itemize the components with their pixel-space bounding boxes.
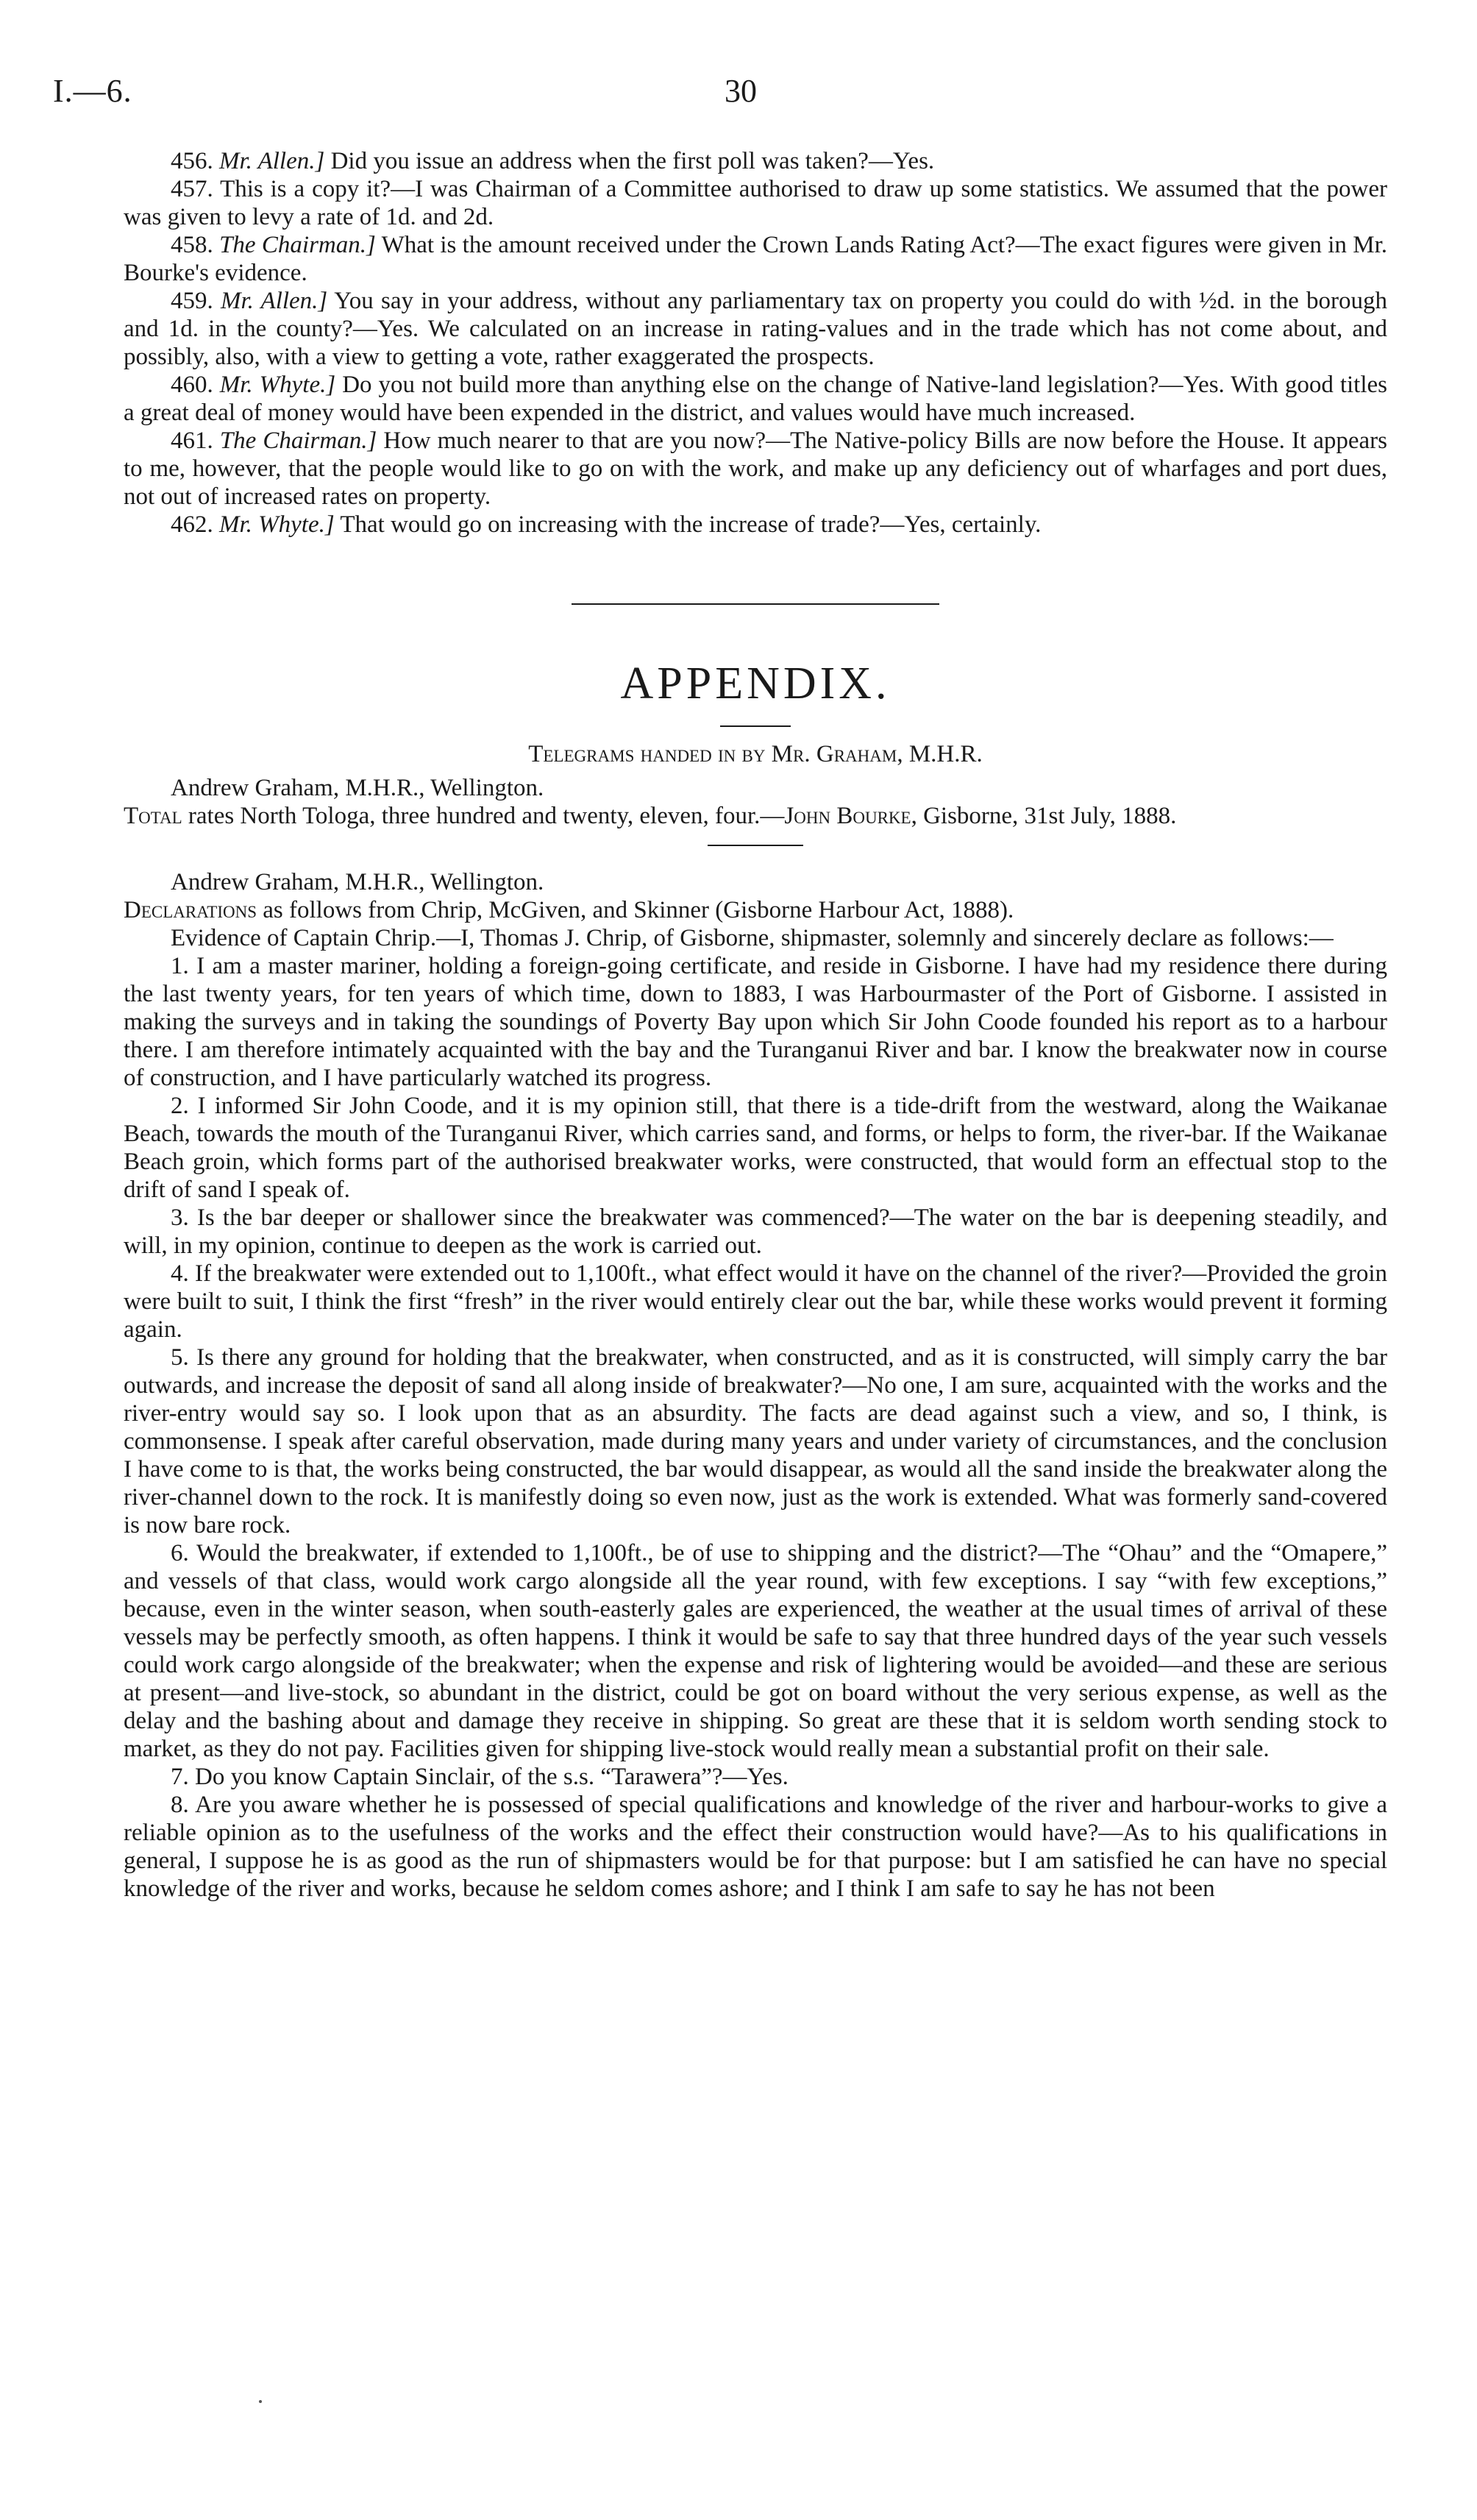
speaker: Mr. Whyte.]	[219, 372, 336, 398]
page-header	[53, 72, 1428, 116]
section-divider	[572, 603, 939, 605]
speaker: Mr. Allen.]	[220, 288, 328, 314]
telegram-body: Declarations as follows from Chrip, McGiven, and Skinner (Gisborne Harbour Act, 1888).	[124, 897, 1014, 923]
telegram-body: Total rates North Tologa, three hundred and twenty, eleven, four.—John Bourke, Gisborne, 31st July, 1888.	[124, 803, 1177, 829]
declaration-paragraph: 2. I informed Sir John Coode, and it is my opinion still, that there is a tide-drift from the westward, along the Waikanae Beach, towards the mouth of the Turanganui River, which carries sand, and forms, or helps to form, the river-bar. If the Waikanae Beach groin, which forms part of the authorised breakwater works, were constructed, that would form an effectual stop to the drift of sand I speak of.	[124, 1093, 1387, 1203]
title-underline	[720, 725, 791, 727]
page-number: 30	[725, 73, 757, 109]
speaker: The Chairman.]	[219, 232, 376, 258]
speaker: The Chairman.]	[219, 427, 377, 454]
document-body	[124, 147, 1387, 1903]
evidence-paragraph: 456. Mr. Allen.] Did you issue an address when the first poll was taken?—Yes.	[171, 148, 935, 174]
declaration-paragraph: 8. Are you aware whether he is possessed of special qualifications and knowledge of the river and harbour-works to give a reliable opinion as to the usefulness of the works and the effect their construction would have?—As to his qualifications in general, I suppose he is as good as the run of shipmasters would be for that purpose: but I am satisfied he can have no special knowledge of the river and works, because he seldom comes ashore; and I think I am safe to say he has not been	[124, 1792, 1387, 1902]
evidence-paragraph: 459. Mr. Allen.] You say in your address, without any parliamentary tax on property you could do with ½d. in the borough and 1d. in the county?—Yes. We calculated on an increase in rating-values and in the trade which has not come about, and possibly, also, with a view to getting a vote, rather exaggerated the prospects.	[124, 288, 1388, 370]
telegram-addressee: Andrew Graham, M.H.R., Wellington.	[171, 869, 544, 895]
declaration-paragraph: 4. If the breakwater were extended out to 1,100ft., what effect would it have on the channel of the river?—Provided the groin were built to suit, I think the first “fresh” in the river would entirely clear out the bar, while these works would prevent it forming again.	[124, 1260, 1387, 1343]
telegram-addressee: Andrew Graham, M.H.R., Wellington.	[171, 775, 544, 801]
page-speck	[259, 2400, 262, 2403]
declaration-paragraph: 7. Do you know Captain Sinclair, of the s.s. “Tarawera”?—Yes.	[171, 1764, 789, 1790]
evidence-paragraph: 458. The Chairman.] What is the amount received under the Crown Lands Rating Act?—The exact figures were given in Mr. Bourke's evidence.	[124, 232, 1387, 286]
declaration-paragraph: 1. I am a master mariner, holding a foreign-going certificate, and reside in Gisborne. I have had my residence there during the last twenty years, for ten years of which time, down to 1883, I was Harbourmaster of the Port of Gisborne. I assisted in making the surveys and in taking the soundings of Poverty Bay upon which Sir John Coode founded his report as to a harbour there. I am therefore intimately acquainted with the bay and the Turanganui River and bar. I know the breakwater now in course of construction, and I have particularly watched its progress.	[124, 953, 1387, 1091]
declaration-paragraph: 5. Is there any ground for holding that the breakwater, when constructed, and as it is constructed, will simply carry the bar outwards, and increase the deposit of sand all along inside of breakwater?—No one, I am sure, acquainted with the works and the river-entry would say so. I look upon that as an absurdity. The facts are dead against such a view, and so, I think, is commonsense. I speak after careful observation, made during many years and under variety of circumstances, and the conclusion I have come to is that, the works being constructed, the bar would disappear, as would all the sand inside the breakwater along the river-channel down to the rock. It is manifestly doing so even now, just as the work is extended. What was formerly sand-covered is now bare rock.	[124, 1344, 1387, 1538]
appendix-title: APPENDIX.	[620, 659, 891, 709]
signer: John Bourke	[784, 803, 911, 829]
declaration-paragraph: 6. Would the breakwater, if extended to 1,100ft., be of use to shipping and the district?—The “Ohau” and the “Omapere,” and vessels of that class, would work cargo alongside all the year round, with few exceptions. I say “with few exceptions,” because, even in the winter season, when south-easterly gales are experienced, the weather at the usual times of arrival of these vessels may be perfectly smooth, as often happens. I think it would be safe to say that three hundred days of the year such vessels could work cargo alongside of the breakwater; when the expense and risk of lightering would be avoided—and these are serious at present—and live-stock, so abundant in the district, could be got on board without the very serious expense, as well as the delay and the bashing about and damage they receive in shipping. So great are these that it is seldom worth sending stock to market, as they do not pay. Facilities given for shipping live-stock would really mean a substantial profit on their sale.	[124, 1540, 1387, 1762]
evidence-paragraph: 457. This is a copy it?—I was Chairman of a Committee authorised to draw up some statistics. We assumed that the power was given to levy a rate of 1d. and 2d.	[124, 176, 1387, 230]
speaker: Mr. Allen.]	[219, 148, 325, 174]
declaration-paragraph: 3. Is the bar deeper or shallower since the breakwater was commenced?—The water on the bar is deepening steadily, and will, in my opinion, continue to deepen as the work is carried out.	[124, 1204, 1387, 1259]
evidence-paragraph: 460. Mr. Whyte.] Do you not build more than anything else on the change of Native-land legislation?—Yes. With good titles a great deal of money would have been expended in the district, and values would have much increased.	[124, 372, 1388, 426]
speaker: Mr. Whyte.]	[219, 511, 335, 538]
evidence-section	[124, 147, 1387, 539]
evidence-paragraph: 462. Mr. Whyte.] That would go on increasing with the increase of trade?—Yes, certainly.	[171, 511, 1042, 538]
telegram-divider	[708, 845, 803, 846]
section-reference: I.—6.	[53, 73, 132, 109]
declaration-intro: Evidence of Captain Chrip.—I, Thomas J. Chrip, of Gisborne, shipmaster, solemnly and sincerely declare as follows:—	[171, 925, 1334, 951]
evidence-paragraph: 461. The Chairman.] How much nearer to that are you now?—The Native-policy Bills are now before the House. It appears to me, however, that the people would like to go on with the work, and make up any deficiency out of wharfages and port dues, not out of increased rates on property.	[124, 427, 1387, 510]
appendix-subtitle: Telegrams handed in by Mr. Graham, M.H.R.	[528, 741, 983, 767]
